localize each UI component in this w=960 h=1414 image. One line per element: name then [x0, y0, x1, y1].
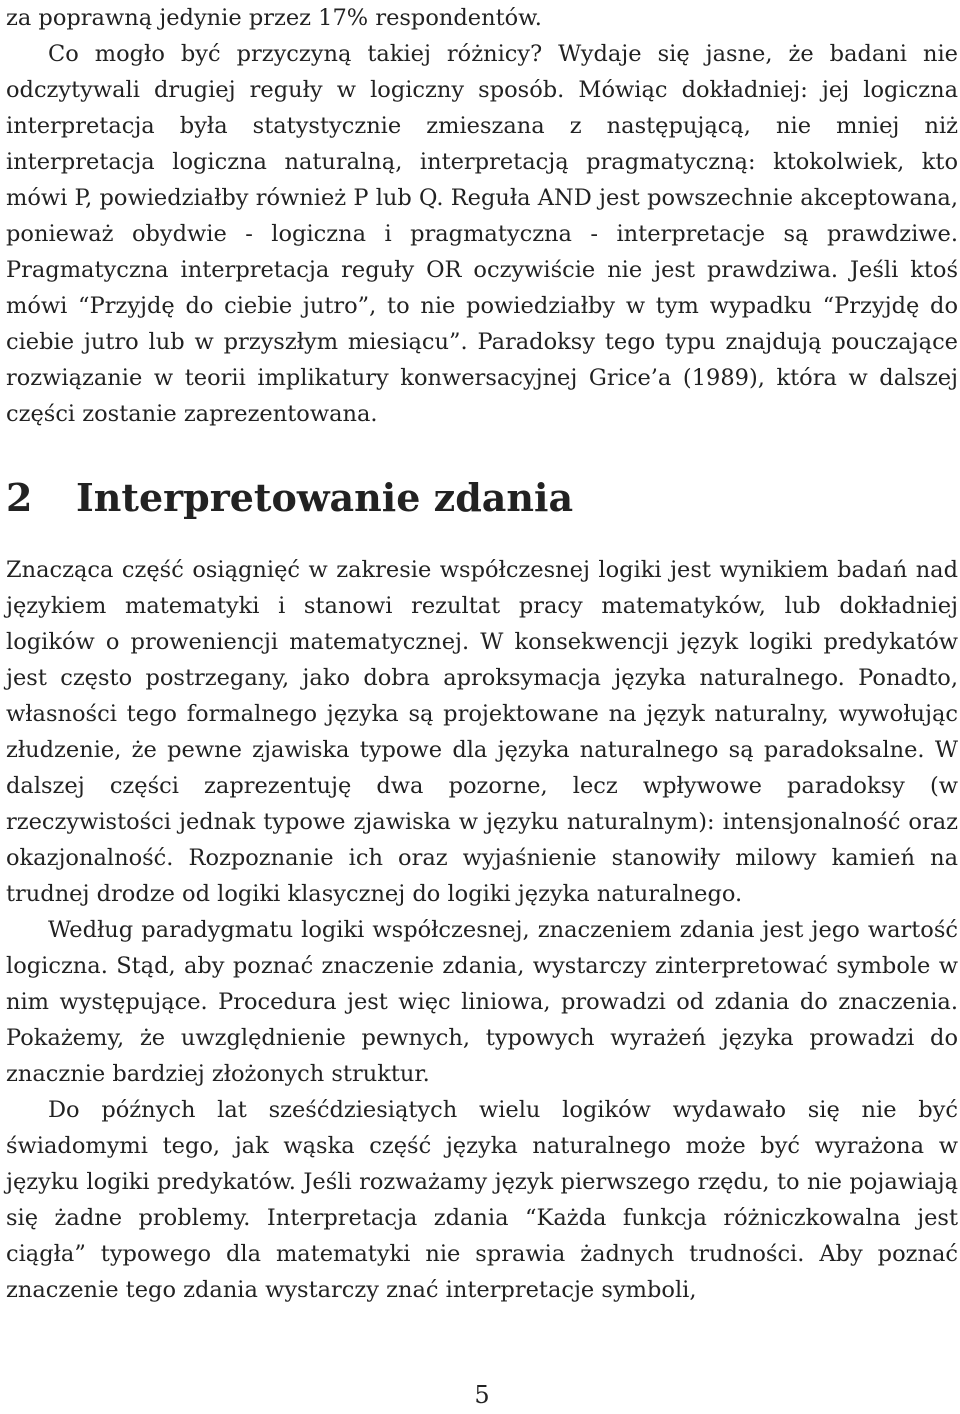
intro-paragraph-1: za poprawną jedynie przez 17% respondentów. [6, 5, 542, 31]
section-body [6, 552, 958, 1308]
intro-text [6, 0, 958, 432]
section-title: Interpretowanie zdania [76, 475, 574, 520]
section-paragraph-1: Znacząca część osiągnięć w zakresie współczesnej logiki jest wynikiem badań nad językiem matematyki i stanowi rezultat pracy matematyków, lub dokładniej logików o proweniencji matematycznej. W konsekwencji język logiki predykatów jest często postrzegany, jako dobra aproksymacja języka naturalnego. Ponadto, własności tego formalnego języka są projektowane na język naturalny, wywołując złudzenie, że pewne zjawiska typowe dla języka naturalnego są paradoksalne. W dalszej części zaprezentuję dwa pozorne, lecz wpływowe paradoksy (w rzeczywistości jednak typowe zjawiska w języku naturalnym): intensjonalność oraz okazjonalność. Rozpoznanie ich oraz wyjaśnienie stanowiły milowy kamień na trudnej drodze od logiki klasycznej do logiki języka naturalnego. [6, 557, 958, 907]
section-paragraph-3: Do późnych lat sześćdziesiątych wielu logików wydawało się nie być świadomymi tego, jak wąska część języka naturalnego może być wyrażona w języku logiki predykatów. Jeśli rozważamy język pierwszego rzędu, to nie pojawiają się żadne problemy. Interpretacja zdania “Każda funkcja różniczkowalna jest ciągła” typowego dla matematyki nie sprawia żadnych trudności. Aby poznać znaczenie tego zdania wystarczy znać interpretacje symboli, [6, 1097, 958, 1303]
document-page [6, 0, 958, 1414]
section-heading [6, 472, 958, 524]
section-paragraph-2: Według paradygmatu logiki współczesnej, znaczeniem zdania jest jego wartość logiczna. Stąd, aby poznać znaczenie zdania, wystarczy zinterpretować symbole w nim występujące. Procedura jest więc liniowa, prowadzi od zdania do znaczenia. Pokażemy, że uwzględnienie pewnych, typowych wyrażeń języka prowadzi do znacznie bardziej złożonych struktur. [6, 917, 958, 1087]
intro-paragraph-2: Co mogło być przyczyną takiej różnicy? Wydaje się jasne, że badani nie odczytywali drugiej reguły w logiczny sposób. Mówiąc dokładniej: jej logiczna interpretacja była statystycznie zmieszana z następującą, nie mniej niż interpretacja logiczna naturalną, interpretacją pragmatyczną: ktokolwiek, kto mówi P, powiedziałby również P lub Q. Reguła AND jest powszechnie akceptowana, ponieważ obydwie - logiczna i pragmatyczna - interpretacje są prawdziwe. Pragmatyczna interpretacja reguły OR oczywiście nie jest prawdziwa. Jeśli ktoś mówi “Przyjdę do ciebie jutro”, to nie powiedziałby w tym wypadku “Przyjdę do ciebie jutro lub w przyszłym miesiącu”. Paradoksy tego typu znajdują pouczające rozwiązanie w teorii implikatury konwersacyjnej Grice’a (1989), która w dalszej części zostanie zaprezentowana. [6, 41, 958, 427]
section-number: 2 [6, 475, 33, 520]
page-number: 5 [474, 1381, 490, 1409]
